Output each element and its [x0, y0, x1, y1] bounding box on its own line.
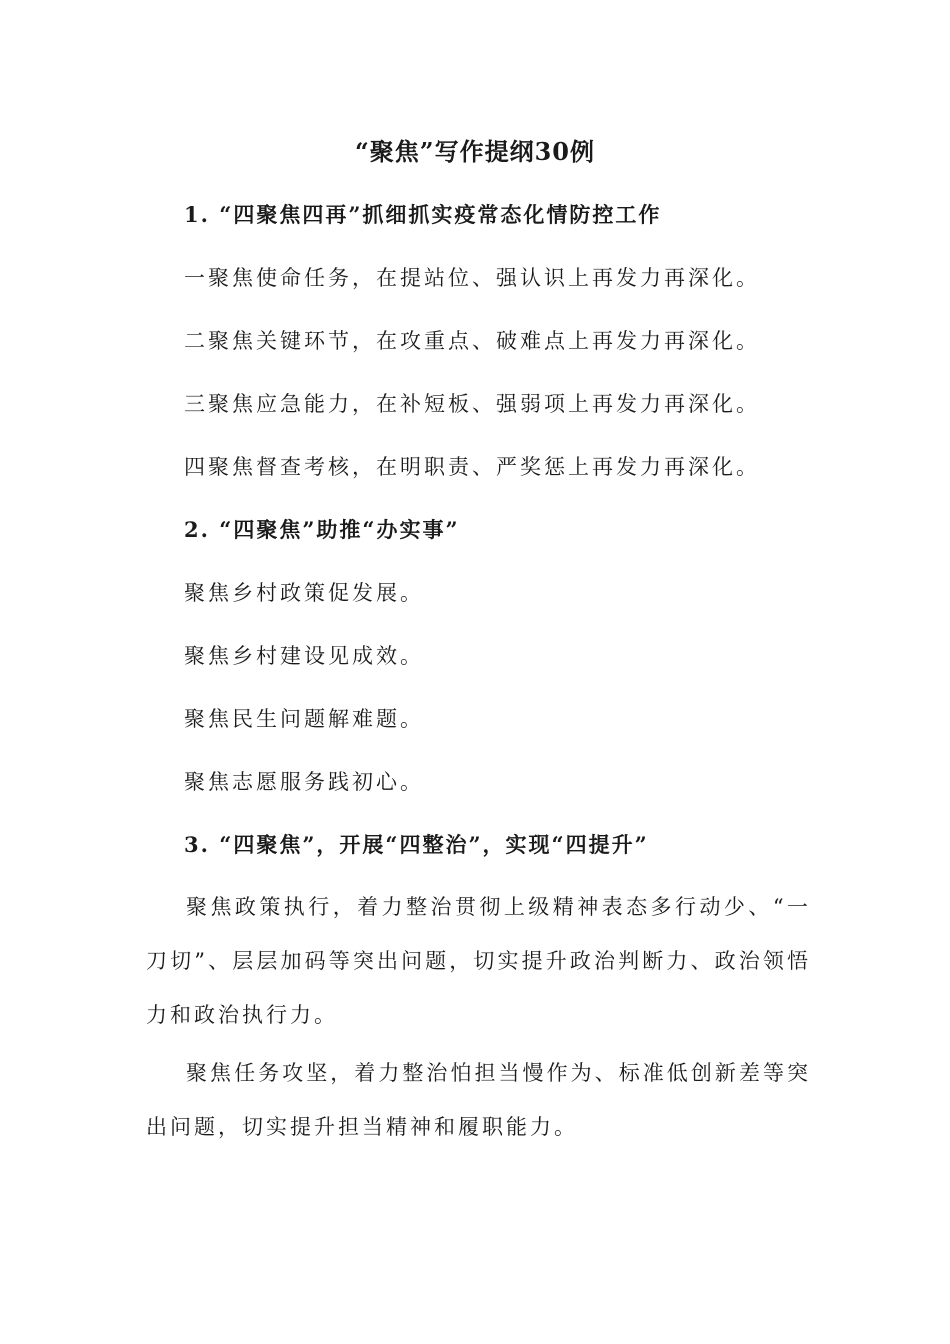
document-title: “聚焦”写作提纲30例 — [354, 137, 595, 166]
section-2-item-2: 聚焦乡村建设见成效。 — [184, 644, 424, 668]
section-1-item-4: 四聚焦督查考核，在明职责、严奖惩上再发力再深化。 — [184, 455, 760, 479]
section-1-heading: 1. “四聚焦四再”抓细抓实疫常态化情防控工作 — [184, 202, 662, 227]
section-2-item-1: 聚焦乡村政策促发展。 — [184, 581, 424, 605]
section-2-heading: 2. “四聚焦”助推“办实事” — [184, 517, 460, 542]
section-2-item-3: 聚焦民生问题解难题。 — [184, 707, 424, 731]
section-2-item-4: 聚焦志愿服务践初心。 — [184, 770, 424, 794]
section-1-item-3: 三聚焦应急能力，在补短板、强弱项上再发力再深化。 — [184, 392, 760, 416]
section-3-heading: 3. “四聚焦”，开展“四整治”，实现“四提升” — [184, 832, 649, 857]
section-3-paragraph-2: 聚焦任务攻坚，着力整治怕担当慢作为、标准低创新差等突出问题，切实提升担当精神和履职能力。 — [146, 1061, 811, 1139]
section-3-paragraph-1: 聚焦政策执行，着力整治贯彻上级精神表态多行动少、“一刀切”、层层加码等突出问题，切实提升政治判断力、政治领悟力和政治执行力。 — [146, 895, 811, 1027]
section-1-item-1: 一聚焦使命任务，在提站位、强认识上再发力再深化。 — [184, 266, 760, 290]
section-1-item-2: 二聚焦关键环节，在攻重点、破难点上再发力再深化。 — [184, 329, 760, 353]
